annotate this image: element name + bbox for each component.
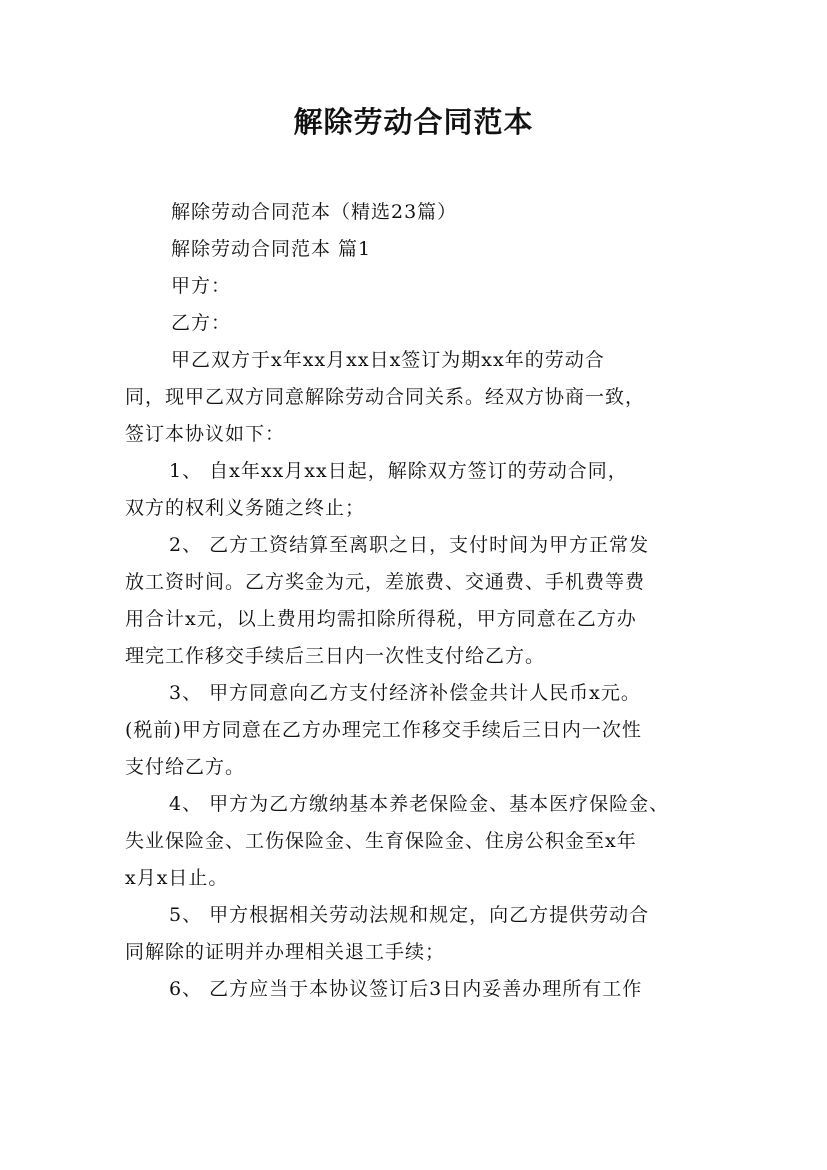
paragraph-line: 3、 甲方同意向乙方支付经济补偿金共计人民币x元。: [169, 682, 641, 704]
paragraph-line: 6、 乙方应当于本协议签订后3日内妥善办理所有工作: [169, 978, 643, 1000]
paragraph-line: 甲方：: [171, 275, 232, 297]
paragraph-line: 同，现甲乙双方同意解除劳动合同关系。经双方协商一致，: [125, 386, 646, 408]
paragraph-line: 甲乙双方于x年xx月xx日x签订为期xx年的劳动合: [171, 349, 605, 371]
paragraph-line: 同解除的证明并办理相关退工手续；: [125, 941, 446, 963]
paragraph-line: 双方的权利义务随之终止；: [125, 497, 366, 519]
paragraph-line: 2、 乙方工资结算至离职之日，支付时间为甲方正常发: [169, 534, 650, 556]
document-body: [125, 194, 715, 1008]
paragraph-line: 解除劳动合同范本 篇1: [171, 238, 372, 260]
paragraph-line: 1、 自x年xx月xx日起，解除双方签订的劳动合同，: [169, 460, 628, 482]
paragraph-line: 5、 甲方根据相关劳动法规和规定，向乙方提供劳动合: [169, 904, 650, 926]
paragraph-line: 解除劳动合同范本（精选23篇）: [171, 201, 458, 223]
paragraph-line: 4、 甲方为乙方缴纳基本养老保险金、基本医疗保险金、: [169, 793, 670, 815]
paragraph-line: (税前)甲方同意在乙方办理完工作移交手续后三日内一次性: [125, 719, 642, 741]
document-title: 解除劳动合同范本: [293, 105, 534, 139]
paragraph-line: 理完工作移交手续后三日内一次性支付给乙方。: [125, 645, 546, 667]
paragraph-line: x月x日止。: [125, 867, 229, 889]
paragraph-line: 放工资时间。乙方奖金为元，差旅费、交通费、手机费等费: [125, 571, 646, 593]
paragraph-line: 乙方：: [171, 312, 232, 334]
paragraph-line: 失业保险金、工伤保险金、生育保险金、住房公积金至x年: [125, 830, 637, 852]
paragraph-line: 支付给乙方。: [125, 756, 246, 778]
paragraph-line: 用合计x元，以上费用均需扣除所得税，甲方同意在乙方办: [125, 608, 637, 630]
paragraph-line: 签订本协议如下：: [125, 423, 286, 445]
